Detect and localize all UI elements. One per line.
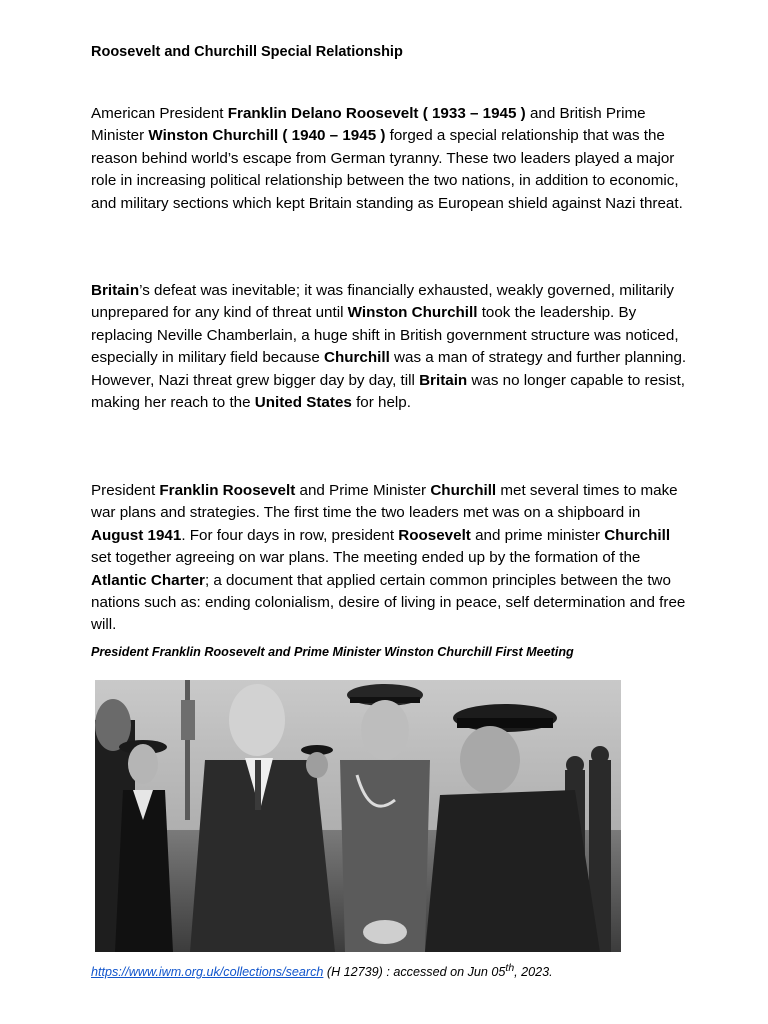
text-run: took the leadership. By replacing Neville Chamberlain, a huge shift in British government structure was noticed, especially in military field because [91,304,679,367]
photo-caption: President Franklin Roosevelt and Prime Minister Winston Churchill First Meeting [91,645,574,659]
text-run: . For four days in row, president [181,526,399,544]
bold-text: Winston Churchill [347,304,478,322]
source-end: , 2023. [514,965,553,980]
source-ref: (H 12739) : accessed on Jun 05 [323,965,506,980]
bold-text: United States [254,394,352,412]
paragraph-intro [91,103,691,215]
text-run: forged a special relationship that was the reason behind world’s escape from German tyranny. These two leaders played a major role in increasing political relationship between the two nations, in addition to economic, and military sections which kept Britain standing as European shield against Nazi threat. [91,127,683,212]
paragraph-britain [91,280,691,414]
text-run: was a man of strategy and further planning. However, Nazi threat grew bigger day by day, till [91,349,687,389]
document-title: Roosevelt and Churchill Special Relationship [91,44,403,60]
bold-text: August 1941 [91,526,182,544]
text-run: for help. [351,394,411,412]
text-run: and prime minister [470,526,605,544]
bold-text: Franklin Roosevelt [159,482,296,499]
bold-text: Churchill [604,526,671,544]
text-run: ’s defeat was inevitable; it was financially exhausted, weakly governed, militarily unprepared for any kind of threat until [91,282,675,322]
source-sup: th [505,962,515,974]
bold-text: Churchill [430,482,497,499]
bold-text: Churchill [323,349,390,367]
photo-source [91,962,553,979]
paragraph-meeting [91,480,691,637]
text-run: ; a document that applied certain common principles between the two nations such as: ending colonialism, desire of living in peace, self determination and free will. [91,571,686,634]
text-run: President [91,482,160,499]
text-run: and Prime Minister [295,482,431,499]
bold-text: Winston Churchill ( 1940 – 1945 ) [148,127,386,145]
text-run: was no longer capable to resist, making her reach to the [91,371,686,412]
bold-text: Atlantic Charter [91,571,205,589]
source-link[interactable]: https://www.iwm.org.uk/collections/search [91,965,324,980]
text-run: and British Prime Minister [91,105,646,145]
text-run: set together agreeing on war plans. The meeting ended up by the formation of the [91,549,641,567]
text-run: American President [91,105,228,122]
historical-photo [95,680,621,952]
text-run: met several times to make war plans and strategies. The first time the two leaders met was on a shipboard in [91,482,678,522]
photo-illustration [95,680,621,952]
bold-text: Britain [91,282,140,299]
bold-text: Roosevelt [398,526,471,544]
bold-text: Britain [419,371,468,389]
bold-text: Franklin Delano Roosevelt ( 1933 – 1945 ) [227,105,526,122]
